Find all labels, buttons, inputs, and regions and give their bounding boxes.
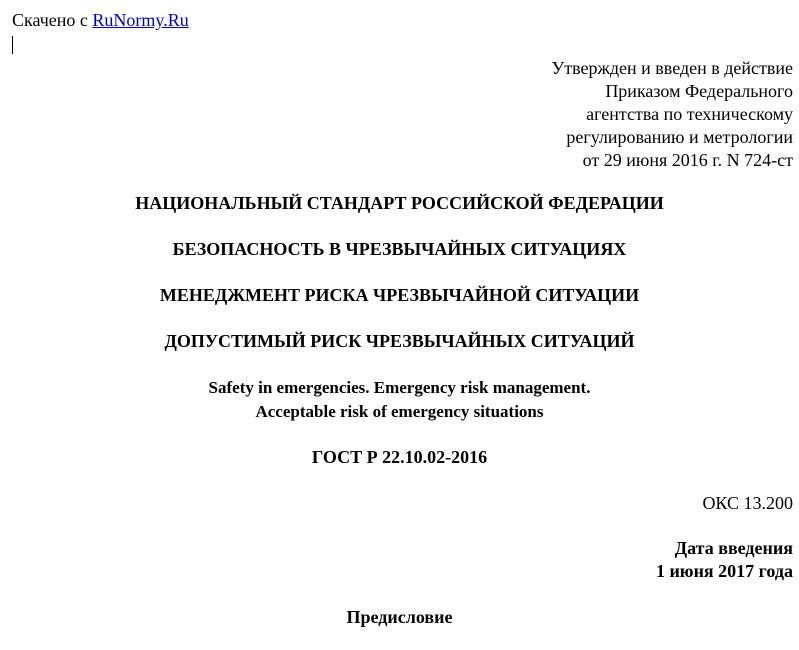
english-title-line: Safety in emergencies. Emergency risk management. bbox=[208, 378, 591, 397]
foreword-heading: Предисловие bbox=[346, 607, 453, 627]
source-prefix: Скачено с bbox=[12, 10, 93, 30]
english-title bbox=[0, 376, 799, 424]
acceptable-risk-title: ДОПУСТИМЫЙ РИСК ЧРЕЗВЫЧАЙНЫХ СИТУАЦИЙ bbox=[164, 331, 635, 351]
source-line bbox=[12, 9, 189, 31]
introduction-date-label: Дата введения bbox=[674, 538, 793, 558]
approval-line: агентства по техническому bbox=[586, 104, 793, 124]
approval-line: регулированию и метрологии bbox=[566, 127, 793, 147]
introduction-date-block bbox=[656, 537, 793, 583]
gost-number: ГОСТ Р 22.10.02-2016 bbox=[311, 447, 488, 467]
approval-block bbox=[551, 57, 793, 172]
approval-line: от 29 июня 2016 г. N 724-ст bbox=[582, 150, 793, 170]
approval-line: Утвержден и введен в действие bbox=[551, 58, 793, 78]
national-standard-title: НАЦИОНАЛЬНЫЙ СТАНДАРТ РОССИЙСКОЙ ФЕДЕРАЦИИ bbox=[135, 193, 664, 213]
safety-title: БЕЗОПАСНОСТЬ В ЧРЕЗВЫЧАЙНЫХ СИТУАЦИЯХ bbox=[172, 239, 627, 259]
english-title-line: Acceptable risk of emergency situations bbox=[255, 402, 544, 421]
source-link[interactable]: RuNormy.Ru bbox=[92, 10, 189, 30]
risk-management-title: МЕНЕДЖМЕНТ РИСКА ЧРЕЗВЫЧАЙНОЙ СИТУАЦИИ bbox=[159, 285, 640, 305]
oks-code: ОКС 13.200 bbox=[702, 493, 793, 513]
approval-line: Приказом Федерального bbox=[605, 81, 793, 101]
text-cursor bbox=[12, 36, 13, 54]
introduction-date-value: 1 июня 2017 года bbox=[655, 561, 793, 581]
